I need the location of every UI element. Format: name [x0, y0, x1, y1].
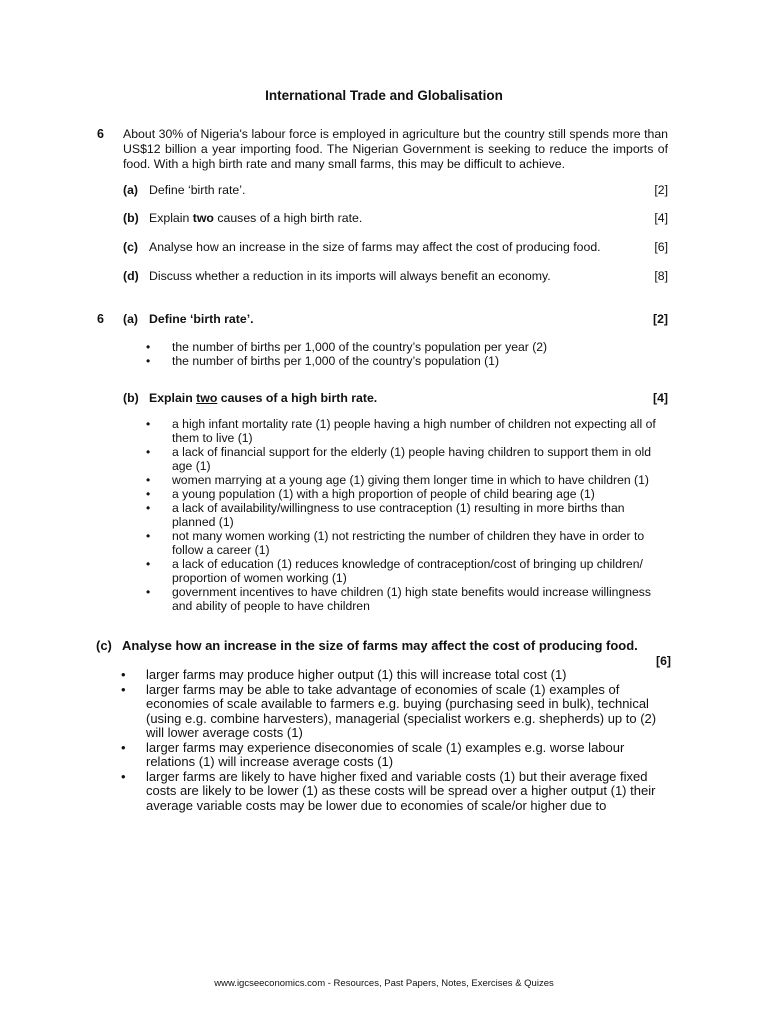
part-b-marks: [4]	[654, 211, 668, 225]
question-number: 6	[97, 127, 104, 141]
list-item: • the number of births per 1,000 of the country’s population per year (2)	[146, 340, 668, 354]
answer-number: 6	[97, 312, 104, 326]
list-item: • the number of births per 1,000 of the country’s population (1)	[146, 354, 668, 368]
answer-c-marks: [6]	[655, 654, 671, 668]
list-item: • larger farms may experience diseconomies of scale (1) examples e.g. worse labour relations (1) will increase average costs (1)	[119, 741, 672, 770]
answer-a-list	[146, 340, 668, 368]
answer-c-list	[119, 668, 672, 813]
answer-a-heading: Define ‘birth rate’.	[149, 312, 254, 326]
list-item: • larger farms may produce higher output (1) this will increase total cost (1)	[119, 668, 672, 683]
list-item: • larger farms are likely to have higher fixed and variable costs (1) but their average fixed costs are likely to be lower (1) as these costs will be spread over a higher output (1) their average variable costs may be lower due to economies of scale/or higher due to	[119, 770, 672, 814]
part-a-text: Define ‘birth rate’.	[149, 183, 246, 197]
answer-a-label: (a)	[123, 312, 139, 326]
list-item: • a lack of availability/willingness to use contraception (1) resulting in more births than planned (1)	[146, 501, 670, 529]
part-d-label: (d)	[123, 269, 139, 283]
answer-c-heading: Analyse how an increase in the size of farms may affect the cost of producing food.	[122, 638, 638, 653]
part-c-text: Analyse how an increase in the size of farms may affect the cost of producing food.	[149, 240, 601, 254]
list-item: • women marrying at a young age (1) giving them longer time in which to have children (1)	[146, 473, 670, 487]
part-d-text: Discuss whether a reduction in its imports will always benefit an economy.	[149, 269, 551, 283]
answer-b-marks: [4]	[652, 391, 668, 405]
list-item: • government incentives to have children (1) high state benefits would increase willingness and ability of people to have children	[146, 585, 670, 613]
question-stem: About 30% of Nigeria's labour force is employed in agriculture but the country still spends more than US$12 billion a year importing food. The Nigerian Government is seeking to reduce the imports of food. With a high birth rate and many small farms, this may be difficult to achieve.	[123, 127, 668, 171]
answer-b-heading: Explain two causes of a high birth rate.	[149, 391, 378, 405]
list-item: • a lack of financial support for the elderly (1) people having children to support them in old age (1)	[146, 445, 670, 473]
list-item: • larger farms may be able to take advantage of economies of scale (1) examples of economies of scale available to farmers e.g. buying (purchasing seed in bulk), technical (using e.g. combine harvesters), managerial (specialist workers e.g. shepherds) up to (2) will lower average costs (1)	[119, 683, 672, 741]
page-title: International Trade and Globalisation	[265, 88, 503, 103]
list-item: • a lack of education (1) reduces knowledge of contraception/cost of bringing up children/ proportion of women working (1)	[146, 557, 670, 585]
part-d-marks: [8]	[654, 269, 668, 283]
footer-text: www.igcseeconomics.com - Resources, Past Papers, Notes, Exercises & Quizes	[214, 978, 554, 989]
answer-b-list	[146, 417, 670, 613]
part-b-label: (b)	[123, 211, 139, 225]
answer-a-marks: [2]	[652, 312, 668, 326]
list-item: • a young population (1) with a high proportion of people of child bearing age (1)	[146, 487, 670, 501]
list-item: • a high infant mortality rate (1) people having a high number of children not expecting all of them to live (1)	[146, 417, 670, 445]
part-a-marks: [2]	[654, 183, 668, 197]
list-item: • not many women working (1) not restricting the number of children they have in order to follow a career (1)	[146, 529, 670, 557]
answer-b-label: (b)	[123, 391, 139, 405]
part-b-text: Explain two causes of a high birth rate.	[149, 211, 363, 225]
part-c-marks: [6]	[654, 240, 668, 254]
answer-c-label: (c)	[96, 638, 112, 653]
part-a-label: (a)	[123, 183, 139, 197]
part-c-label: (c)	[123, 240, 139, 254]
